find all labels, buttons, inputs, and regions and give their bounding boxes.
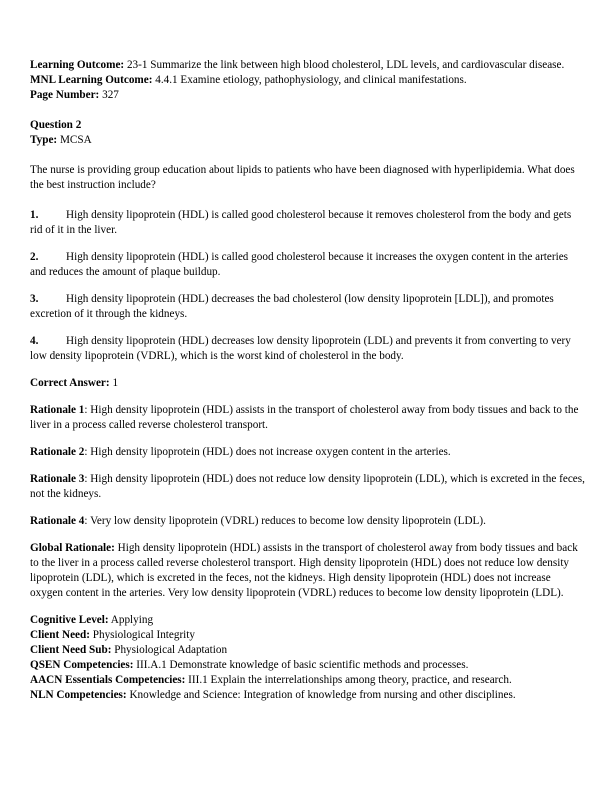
rationale-label: Rationale 4 <box>30 515 85 527</box>
spacer <box>30 193 586 208</box>
metadata-label: QSEN Competencies: <box>30 659 134 671</box>
spacer <box>30 103 586 118</box>
option-number: 4. <box>30 335 39 347</box>
option-number: 3. <box>30 293 39 305</box>
aacn-essentials-competencies <box>30 673 586 688</box>
metadata-label: Cognitive Level: <box>30 614 109 626</box>
metadata-label: NLN Competencies: <box>30 689 127 701</box>
option-text: High density lipoprotein (HDL) decreases the bad cholesterol (low density lipoprotein [LDL]), and promotes excretion of it through the kidneys. <box>30 293 554 320</box>
rationale-text: : Very low density lipoprotein (VDRL) reduces to become low density lipoprotein (LDL). <box>84 515 486 527</box>
spacer <box>30 280 586 292</box>
question-stem: The nurse is providing group education about lipids to patients who have been diagnosed with hyperlipidemia. What does the best instruction include? <box>30 164 575 191</box>
metadata-value: III.A.1 Demonstrate knowledge of basic scientific methods and processes. <box>133 659 469 671</box>
rationale-text: : High density lipoprotein (HDL) assists in the transport of cholesterol away from body tissues and back to the liver in a process called reverse cholesterol transport. <box>30 404 579 431</box>
qsen-competencies <box>30 658 586 673</box>
global-rationale-text: High density lipoprotein (HDL) assists in the transport of cholesterol away from body tissues and back to the liver in a process called reverse cholesterol transport. High density lipoprotein (HDL) does not reduce low density lipoprotein (LDL), which is excreted in the feces, not the kidneys. High density lipoprotein (HDL) does not increase oxygen content in the arteries. Very low density lipoprotein (VDRL) reduces to become low density lipoprotein (LDL). <box>30 542 578 599</box>
page-number-label: Page Number: <box>30 89 100 101</box>
rationale-label: Rationale 2 <box>30 446 85 458</box>
mnl-learning-outcome-label: MNL Learning Outcome: <box>30 74 153 86</box>
global-rationale-label: Global Rationale: <box>30 542 115 554</box>
spacer <box>30 433 586 445</box>
rationale-label: Rationale 3 <box>30 473 85 485</box>
spacer <box>30 460 586 472</box>
answer-option-3 <box>30 292 586 322</box>
client-need <box>30 628 586 643</box>
spacer <box>30 322 586 334</box>
metadata-value: Knowledge and Science: Integration of knowledge from nursing and other disciplines. <box>126 689 516 701</box>
rationale-1 <box>30 403 586 433</box>
option-number: 2. <box>30 251 39 263</box>
rationale-4 <box>30 514 586 529</box>
option-text: High density lipoprotein (HDL) is called good cholesterol because it removes cholesterol from the body and gets rid of it in the liver. <box>30 209 572 236</box>
answer-option-1 <box>30 208 586 238</box>
metadata-value: III.1 Explain the interrelationships among theory, practice, and research. <box>185 674 512 686</box>
cognitive-level <box>30 613 586 628</box>
metadata-value: Applying <box>108 614 154 626</box>
rationale-3 <box>30 472 586 502</box>
spacer <box>30 529 586 541</box>
correct-answer-value: 1 <box>109 377 119 389</box>
question-type-label: Type: <box>30 134 58 146</box>
answer-option-4 <box>30 334 586 364</box>
question-title: Question 2 <box>30 119 82 131</box>
spacer <box>30 364 586 376</box>
option-text: High density lipoprotein (HDL) is called good cholesterol because it increases the oxygen content in the arteries and reduces the amount of plaque buildup. <box>30 251 569 278</box>
metadata-label: Client Need: <box>30 629 90 641</box>
metadata-label: AACN Essentials Competencies: <box>30 674 186 686</box>
global-rationale <box>30 541 586 601</box>
client-need-sub <box>30 643 586 658</box>
spacer <box>30 391 586 403</box>
learning-outcome <box>30 58 586 73</box>
rationale-text: : High density lipoprotein (HDL) does not reduce low density lipoprotein (LDL), which is excreted in the feces, not the kidneys. <box>30 473 585 500</box>
page-number-value: 327 <box>99 89 119 101</box>
rationale-2 <box>30 445 586 460</box>
mnl-learning-outcome-value: 4.4.1 Examine etiology, pathophysiology, and clinical manifestations. <box>152 74 467 86</box>
question-type-value: MCSA <box>57 134 92 146</box>
metadata-label: Client Need Sub: <box>30 644 112 656</box>
spacer <box>30 148 586 163</box>
nln-competencies <box>30 688 586 703</box>
correct-answer <box>30 376 586 391</box>
correct-answer-label: Correct Answer: <box>30 377 110 389</box>
option-text: High density lipoprotein (HDL) decreases low density lipoprotein (LDL) and prevents it from converting to very low density lipoprotein (VDRL), which is the worst kind of cholesterol in the body. <box>30 335 571 362</box>
answer-option-2 <box>30 250 586 280</box>
rationale-label: Rationale 1 <box>30 404 85 416</box>
learning-outcome-label: Learning Outcome: <box>30 59 125 71</box>
rationale-text: : High density lipoprotein (HDL) does not increase oxygen content in the arteries. <box>84 446 451 458</box>
spacer <box>30 502 586 514</box>
spacer <box>30 601 586 613</box>
spacer <box>30 238 586 250</box>
metadata-value: Physiological Adaptation <box>111 644 228 656</box>
option-number: 1. <box>30 209 39 221</box>
mnl-learning-outcome <box>30 73 586 88</box>
metadata-value: Physiological Integrity <box>89 629 195 641</box>
learning-outcome-value: 23-1 Summarize the link between high blood cholesterol, LDL levels, and cardiovascular disease. <box>124 59 565 71</box>
document-page <box>30 58 586 703</box>
page-number <box>30 88 586 103</box>
question-type <box>30 133 586 148</box>
